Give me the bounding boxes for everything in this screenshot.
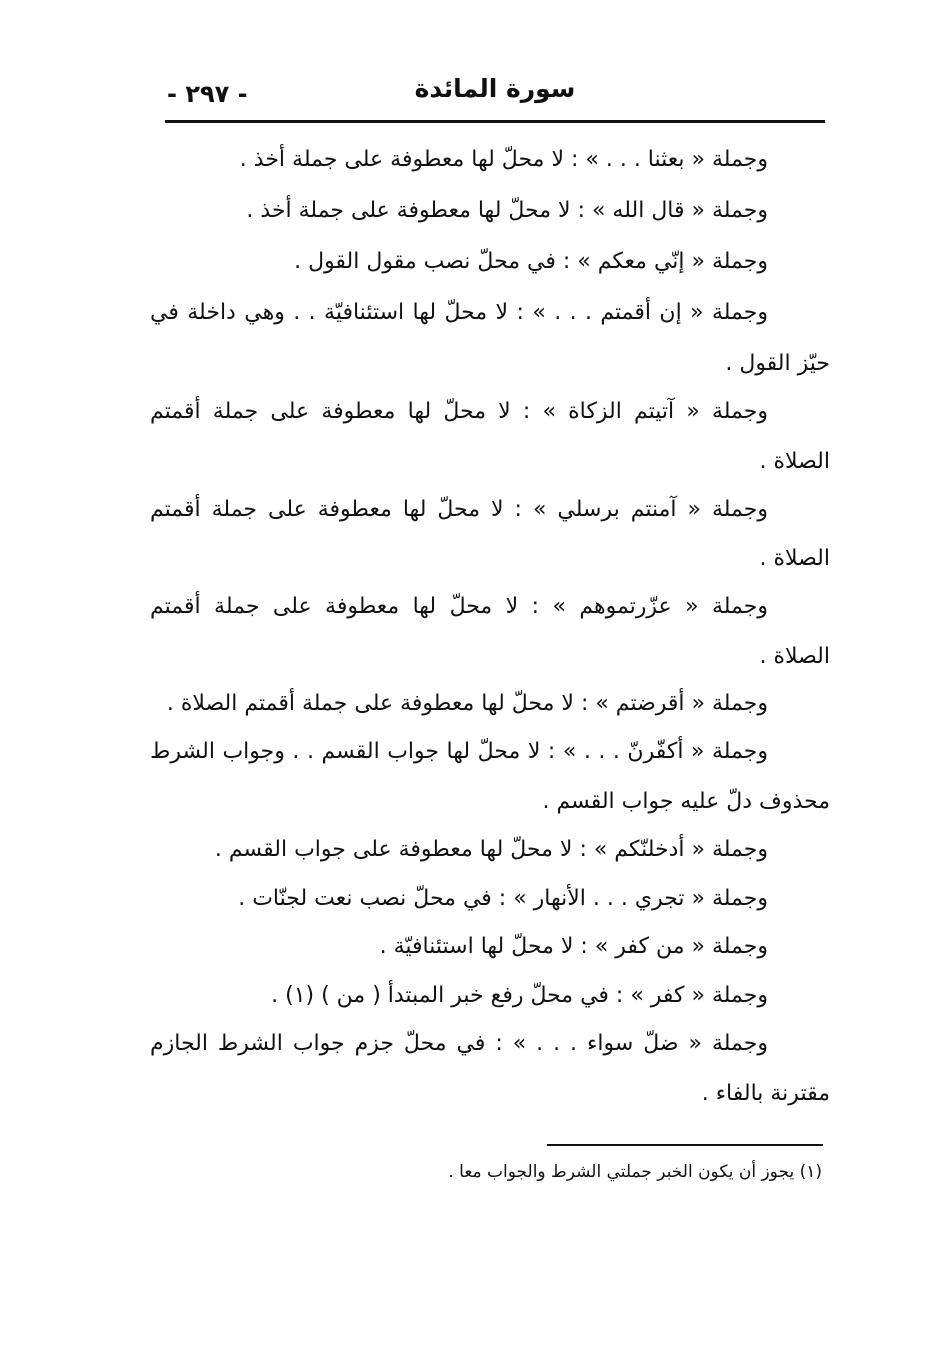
running-title: سورة المائدة (414, 74, 576, 103)
text-line: وجملة « عزّرتموهم » : لا محلّ لها معطوفة على جملة أقمتم (150, 594, 768, 619)
text-line: وجملة « إن أقمتم . . . » : لا محلّ لها استئنافيّة . . وهي داخلة في (150, 300, 768, 325)
footnote: (١) يجوز أن يكون الخبر جملتي الشرط والجواب معا . (448, 1162, 822, 1182)
text-line: وجملة « آتيتم الزكاة » : لا محلّ لها معطوفة على جملة أقمتم (150, 399, 768, 424)
text-line: وجملة « بعثنا . . . » : لا محلّ لها معطوفة على جملة أخذ . (239, 147, 768, 172)
text-line: الصلاة . (759, 449, 830, 474)
text-line: وجملة « إنّي معكم » : في محلّ نصب مقول القول . (294, 249, 768, 274)
header-divider (165, 120, 825, 123)
text-line: وجملة « تجري . . . الأنهار » : في محلّ نصب نعت لجنّات . (238, 886, 768, 911)
text-line: وجملة « قال الله » : لا محلّ لها معطوفة على جملة أخذ . (246, 198, 768, 223)
text-line: وجملة « من كفر » : لا محلّ لها استئنافيّة . (379, 934, 768, 959)
text-line: حيّز القول . (725, 351, 830, 376)
text-line: وجملة « أدخلنّكم » : لا محلّ لها معطوفة على جواب القسم . (214, 837, 768, 862)
text-line: وجملة « ضلّ سواء . . . » : في محلّ جزم جواب الشرط الجازم (150, 1031, 768, 1056)
text-line: الصلاة . (759, 546, 830, 571)
text-line: محذوف دلّ عليه جواب القسم . (542, 789, 830, 814)
text-line: وجملة « آمنتم برسلي » : لا محلّ لها معطوفة على جملة أقمتم (150, 497, 768, 522)
page-number: - ٢٩٧ - (167, 80, 248, 108)
text-line: وجملة « أكفّرنّ . . . » : لا محلّ لها جواب القسم . . وجواب الشرط (150, 739, 768, 764)
page-header (165, 72, 825, 116)
footnote-divider (547, 1144, 823, 1146)
text-line: مقترنة بالفاء . (701, 1081, 830, 1106)
text-line: الصلاة . (759, 644, 830, 669)
text-line: وجملة « كفر » : في محلّ رفع خبر المبتدأ ( من ) (١) . (271, 983, 768, 1008)
text-line: وجملة « أقرضتم » : لا محلّ لها معطوفة على جملة أقمتم الصلاة . (166, 691, 768, 716)
